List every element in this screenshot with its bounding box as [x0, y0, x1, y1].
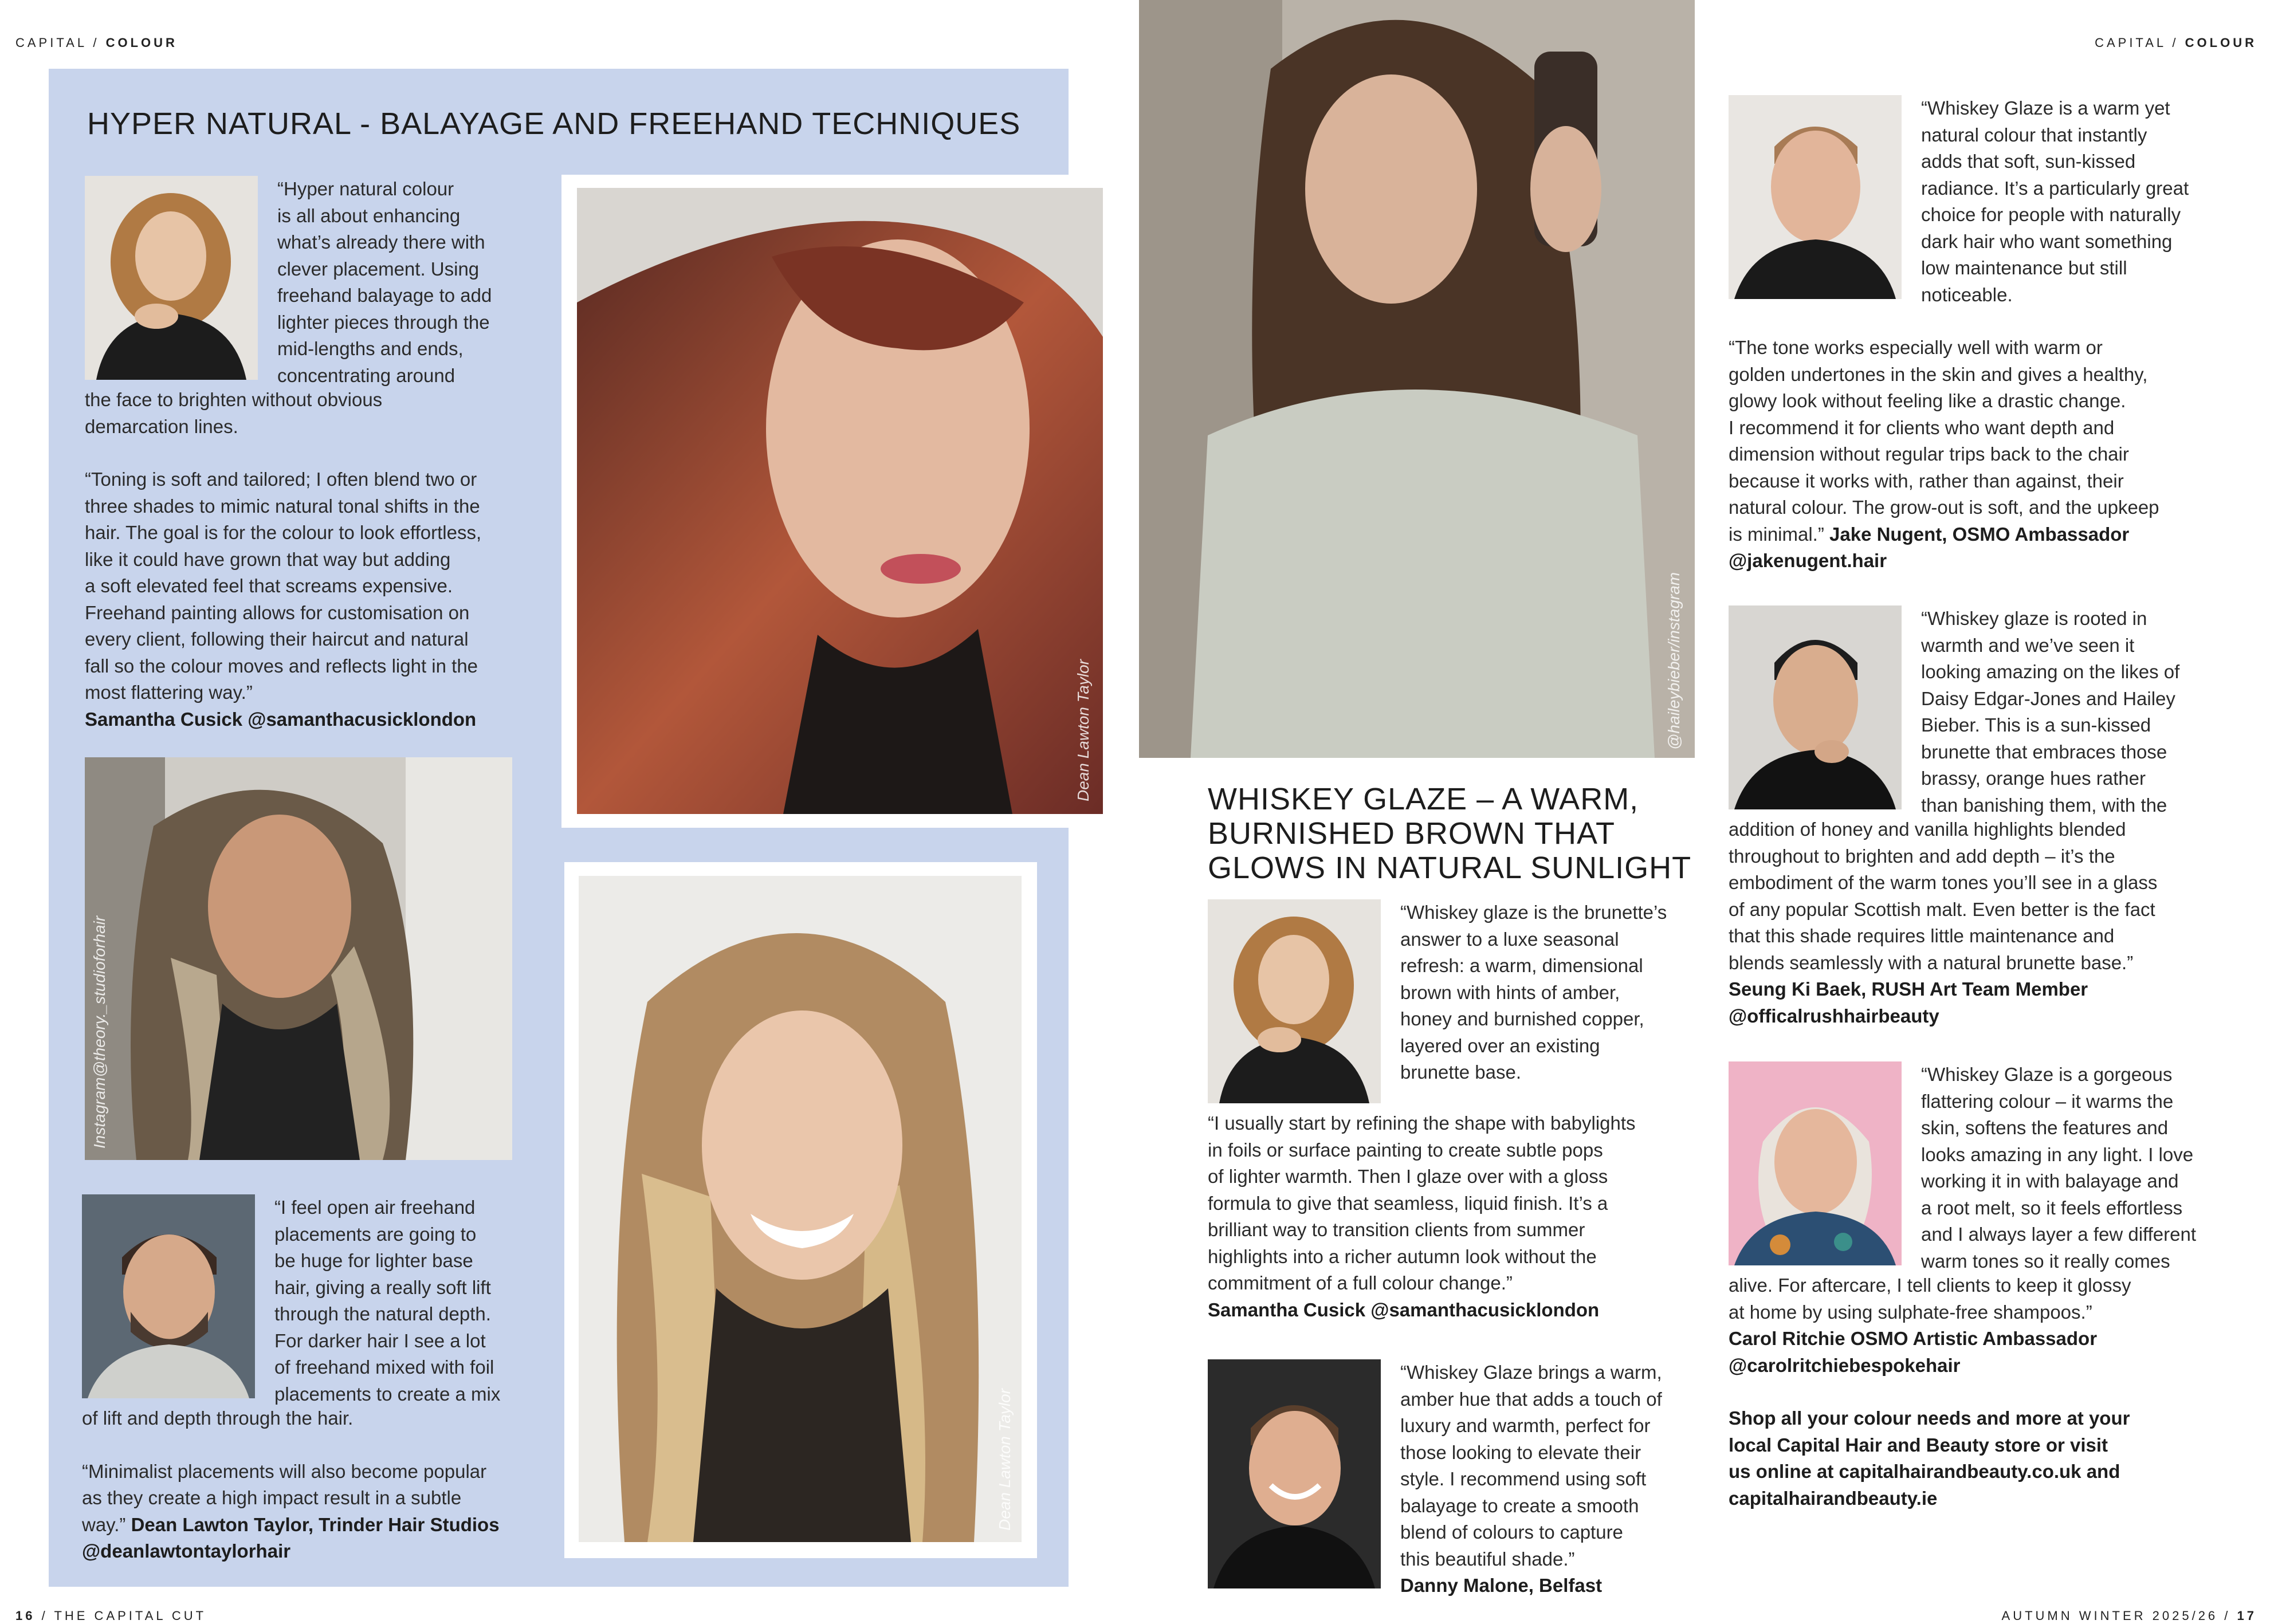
text-line: glowy look without feeling like a drastic change.	[1729, 390, 2126, 411]
running-head-right	[2095, 36, 2257, 50]
title-line: WHISKEY GLAZE – A WARM,	[1208, 782, 1639, 816]
running-head-section: CAPITAL /	[2095, 36, 2185, 50]
text-line: radiance. It’s a particularly great	[1921, 177, 2189, 199]
ash-hair-photo	[85, 757, 512, 1160]
text-line: of freehand mixed with foil	[274, 1356, 494, 1378]
carol-credit: Carol Ritchie OSMO Artistic Ambassador	[1729, 1328, 2098, 1349]
folio-right	[2002, 1609, 2257, 1623]
text-line: flattering colour – it warms the	[1921, 1090, 2174, 1112]
text-line: “Whiskey glaze is rooted in	[1921, 608, 2147, 629]
text-line: hair, giving a really soft lift	[274, 1276, 491, 1298]
text-line: Bieber. This is a sun-kissed	[1921, 714, 2151, 736]
jake-portrait	[1729, 95, 1902, 299]
carol-portrait	[1729, 1061, 1902, 1265]
text-line: freehand balayage to add	[277, 285, 492, 306]
section-title-whiskey-glaze	[1208, 782, 1691, 885]
text-line: warmth and we’ve seen it	[1921, 634, 2135, 656]
text-line: in foils or surface painting to create subtle pops	[1208, 1139, 1603, 1161]
running-head-section: CAPITAL /	[15, 36, 106, 50]
text-line: at home by using sulphate-free shampoos.”	[1729, 1301, 2092, 1323]
watermark-ash-hair: Instagram@theory._studioforhair	[91, 915, 108, 1149]
samantha-portrait	[85, 176, 258, 380]
text-line: fall so the colour moves and reflects light in the	[85, 655, 478, 677]
samantha-credit: Samantha Cusick @samanthacusicklondon	[85, 708, 477, 730]
text-line: brunette base.	[1400, 1061, 1521, 1083]
danny-credit: Danny Malone, Belfast	[1400, 1575, 1603, 1596]
dean-credit: Dean Lawton Taylor, Trinder Hair Studios	[131, 1513, 500, 1535]
text-line: choice for people with naturally	[1921, 204, 2181, 225]
jake-quote	[1729, 95, 2233, 575]
text-line: way.”	[82, 1513, 131, 1535]
text-line: that this shade requires little maintenance and	[1729, 925, 2115, 946]
text-line: alive. For aftercare, I tell clients to keep it glossy	[1729, 1275, 2131, 1296]
text-line: those looking to elevate their	[1400, 1441, 1641, 1463]
text-line: style. I recommend using soft	[1400, 1468, 1647, 1489]
text-line: lighter pieces through the	[277, 311, 490, 333]
text-line: brunette that embraces those	[1921, 741, 2167, 762]
text-line: “I usually start by refining the shape with babylights	[1208, 1112, 1636, 1134]
text-line: brilliant way to transition clients from summer	[1208, 1219, 1585, 1240]
seung-credit: Seung Ki Baek, RUSH Art Team Member	[1729, 978, 2088, 1000]
text-line: addition of honey and vanilla highlights blended	[1729, 819, 2126, 840]
jake-credit: Jake Nugent, OSMO Ambassador	[1829, 523, 2130, 545]
text-line: as they create a high impact result in a subtle	[82, 1487, 462, 1508]
watermark-blonde-hair: Dean Lawton Taylor	[996, 1388, 1014, 1531]
text-line: most flattering way.”	[85, 682, 253, 703]
text-line: mid-lengths and ends,	[277, 338, 464, 359]
text-line: brown with hints of amber,	[1400, 981, 1620, 1003]
red-hair-photo	[577, 188, 1103, 814]
text-line: “Whiskey Glaze brings a warm,	[1400, 1362, 1662, 1383]
samantha-portrait-right	[1208, 899, 1381, 1103]
text-line: three shades to mimic natural tonal shifts in the	[85, 495, 480, 517]
running-head-left	[15, 36, 178, 50]
hero-photo-hailey	[1139, 0, 1695, 758]
text-line: natural colour that instantly	[1921, 124, 2147, 146]
text-line: demarcation lines.	[85, 415, 238, 437]
title-line: GLOWS IN NATURAL SUNLIGHT	[1208, 851, 1692, 885]
text-line: throughout to brighten and add depth – it’s the	[1729, 845, 2115, 867]
watermark-red-hair: Dean Lawton Taylor	[1074, 659, 1092, 801]
text-line: For darker hair I see a lot	[274, 1330, 486, 1351]
text-line: noticeable.	[1921, 284, 2013, 305]
text-line: Shop all your colour needs and more at your	[1729, 1407, 2130, 1429]
text-line: dark hair who want something	[1921, 230, 2173, 252]
page-number-left: 16	[15, 1609, 36, 1623]
text-line: is all about enhancing	[277, 205, 461, 226]
text-line: Daisy Edgar-Jones and Hailey	[1921, 687, 2175, 709]
section-title-hyper-natural: HYPER NATURAL - BALAYAGE AND FREEHAND TECHNIQUES	[87, 107, 1021, 141]
text-line: commitment of a full colour change.”	[1208, 1272, 1513, 1293]
text-line: “Toning is soft and tailored; I often blend two or	[85, 469, 477, 490]
text-line: be huge for lighter base	[274, 1250, 473, 1271]
text-line: “I feel open air freehand	[274, 1197, 476, 1218]
text-line: because it works with, rather than against, their	[1729, 470, 2124, 491]
text-line: through the natural depth.	[274, 1303, 491, 1324]
carol-handle: @carolritchiebespokehair	[1729, 1354, 1961, 1376]
text-line: this beautiful shade.”	[1400, 1548, 1575, 1570]
running-head-topic: COLOUR	[2185, 36, 2257, 50]
text-line: and I always layer a few different	[1921, 1224, 2196, 1245]
text-line: local Capital Hair and Beauty store or visit	[1729, 1434, 2108, 1456]
text-line: skin, softens the features and	[1921, 1117, 2169, 1138]
text-line: refresh: a warm, dimensional	[1400, 955, 1643, 976]
text-line: of lift and depth through the hair.	[82, 1407, 354, 1429]
text-line: dimension without regular trips back to the chair	[1729, 443, 2129, 465]
shop-cta	[1729, 1405, 2233, 1512]
text-line: adds that soft, sun-kissed	[1921, 151, 2136, 172]
text-line: “Hyper natural colour	[277, 178, 454, 199]
text-line: layered over an existing	[1400, 1035, 1600, 1056]
blonde-hair-photo	[579, 876, 1022, 1542]
text-line: clever placement. Using	[277, 258, 480, 280]
seung-quote	[1729, 605, 2233, 1029]
running-head-topic: COLOUR	[105, 36, 178, 50]
text-line: placements to create a mix	[274, 1383, 501, 1405]
folio-left	[15, 1609, 206, 1623]
text-line: natural colour. The grow-out is soft, and the upkeep	[1729, 497, 2159, 518]
seung-portrait	[1729, 605, 1902, 809]
text-line: low maintenance but still	[1921, 257, 2127, 278]
text-line: every client, following their haircut and natural	[85, 628, 469, 650]
text-line: balayage to create a smooth	[1400, 1495, 1639, 1516]
text-line: warm tones so it really comes	[1921, 1250, 2170, 1272]
watermark-hero: @haileybieber/instagram	[1665, 572, 1683, 750]
jake-handle: @jakenugent.hair	[1729, 550, 1887, 571]
text-line: blends seamlessly with a natural brunette base.”	[1729, 951, 2134, 973]
text-line: golden undertones in the skin and gives a healthy,	[1729, 363, 2148, 385]
text-line: “Whiskey Glaze is a gorgeous	[1921, 1064, 2173, 1085]
danny-portrait	[1208, 1359, 1381, 1588]
text-line: than banishing them, with the	[1921, 794, 2167, 816]
text-line: luxury and warmth, perfect for	[1400, 1415, 1651, 1436]
samantha-credit-right: Samantha Cusick @samanthacusicklondon	[1208, 1299, 1600, 1320]
seung-handle: @officalrushhairbeauty	[1729, 1005, 1939, 1027]
magazine-name: THE CAPITAL CUT	[54, 1609, 207, 1623]
text-line: of lighter warmth. Then I glaze over with a gloss	[1208, 1166, 1608, 1187]
dean-portrait	[82, 1194, 255, 1398]
text-line: is minimal.”	[1729, 523, 1830, 545]
text-line: highlights into a richer autumn look without the	[1208, 1245, 1597, 1267]
samantha-quote-left	[85, 176, 537, 733]
text-line: the face to brighten without obvious	[85, 389, 383, 410]
text-line: formula to give that seamless, liquid finish. It’s a	[1208, 1192, 1608, 1214]
text-line: a soft elevated feel that screams expensive.	[85, 575, 453, 596]
text-line: honey and burnished copper,	[1400, 1008, 1644, 1029]
text-line: embodiment of the warm tones you’ll see in a glass	[1729, 872, 2158, 893]
issue-season: AUTUMN WINTER 2025/26	[2001, 1609, 2218, 1623]
carol-quote	[1729, 1061, 2233, 1512]
folio-separator: /	[35, 1609, 54, 1623]
danny-quote	[1208, 1359, 1712, 1599]
text-line: capitalhairandbeauty.ie	[1729, 1487, 1938, 1509]
text-line: what’s already there with	[277, 231, 485, 253]
samantha-quote-right	[1208, 899, 1712, 1323]
text-line: Freehand painting allows for customisation on	[85, 601, 470, 623]
text-line: “Whiskey Glaze is a warm yet	[1921, 97, 2170, 119]
text-line: blend of colours to capture	[1400, 1521, 1623, 1543]
text-line: “Minimalist placements will also become popular	[82, 1460, 487, 1482]
folio-separator: /	[2218, 1609, 2237, 1623]
text-line: brassy, orange hues rather	[1921, 768, 2146, 789]
text-line: amber hue that adds a touch of	[1400, 1388, 1662, 1410]
text-line: I recommend it for clients who want depth and	[1729, 416, 2115, 438]
title-line: BURNISHED BROWN THAT	[1208, 816, 1616, 851]
page-number-right: 17	[2237, 1609, 2257, 1623]
text-line: of any popular Scottish malt. Even better is the fact	[1729, 898, 2155, 920]
text-line: hair. The goal is for the colour to look effortless,	[85, 522, 482, 543]
text-line: placements are going to	[274, 1223, 477, 1245]
text-line: like it could have grown that way but adding	[85, 548, 451, 570]
text-line: working it in with balayage and	[1921, 1170, 2179, 1192]
text-line: a root melt, so it feels effortless	[1921, 1197, 2183, 1218]
text-line: looks amazing in any light. I love	[1921, 1143, 2194, 1165]
text-line: us online at capitalhairandbeauty.co.uk and	[1729, 1461, 2120, 1482]
text-line: “The tone works especially well with warm or	[1729, 337, 2103, 358]
text-line: concentrating around	[277, 364, 455, 386]
dean-handle: @deanlawtontaylorhair	[82, 1540, 291, 1562]
text-line: looking amazing on the likes of	[1921, 661, 2180, 682]
text-line: “Whiskey glaze is the brunette’s	[1400, 902, 1667, 923]
dean-quote	[82, 1194, 552, 1565]
text-line: answer to a luxe seasonal	[1400, 928, 1619, 950]
